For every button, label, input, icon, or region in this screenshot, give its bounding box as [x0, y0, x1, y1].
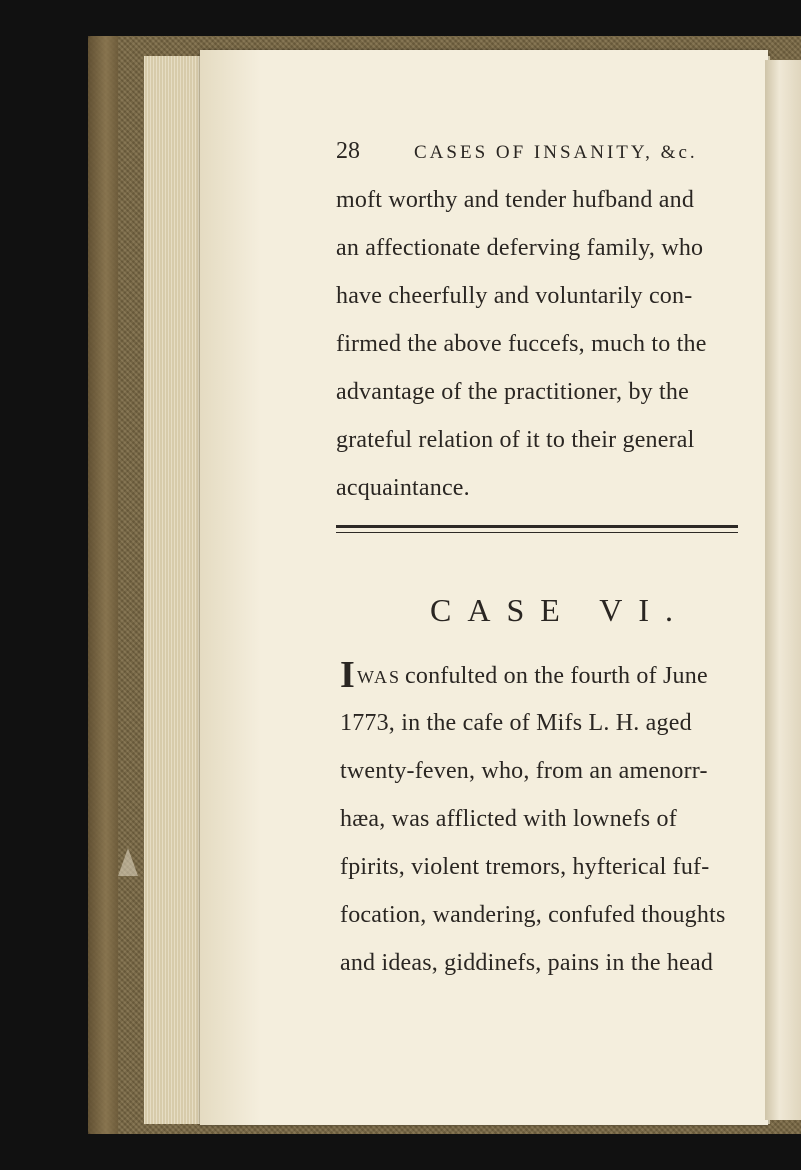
paragraph-line: have cheerfully and voluntarily con-: [336, 283, 693, 309]
case-text: [340, 651, 760, 987]
drop-cap: I: [340, 654, 355, 696]
paragraph-line: advantage of the practitioner, by the: [336, 379, 689, 405]
page-number: 28: [336, 138, 360, 164]
book-spine-edge: [88, 36, 118, 1134]
paragraph-line: moft worthy and tender hufband and: [336, 187, 695, 213]
page-header: [336, 138, 756, 172]
case-line: 1773, in the cafe of Mifs L. H. aged: [340, 710, 692, 736]
case-line: focation, wandering, confufed thoughts: [340, 902, 726, 928]
small-caps-word: WAS: [357, 667, 402, 687]
divider-thick-rule: [336, 525, 738, 528]
divider-thin-rule: [336, 532, 738, 533]
paragraph-line: firmed the above fuccefs, much to the: [336, 331, 707, 357]
case-first-line: [340, 651, 760, 699]
page-text: [336, 138, 756, 512]
gutter-mark: [118, 848, 138, 876]
paragraph-line: acquaintance.: [336, 475, 470, 501]
case-line: twenty-feven, who, from an amenorr-: [340, 758, 708, 784]
paragraph-line: grateful relation of it to their general: [336, 427, 695, 453]
case-line: hæa, was afflicted with lownefs of: [340, 806, 677, 832]
case-heading: CASE VI.: [430, 592, 689, 628]
paragraph-line: an affectionate deferving family, who: [336, 235, 704, 261]
first-line-text: confulted on the fourth of June: [405, 663, 708, 689]
running-head: CASES OF INSANITY, &c.: [414, 142, 698, 163]
case-line: and ideas, giddinefs, pains in the head: [340, 950, 714, 976]
page-fore-edge: [765, 60, 801, 1120]
case-line: fpirits, violent tremors, hyfterical fuf-: [340, 854, 710, 880]
section-divider: [336, 525, 738, 539]
